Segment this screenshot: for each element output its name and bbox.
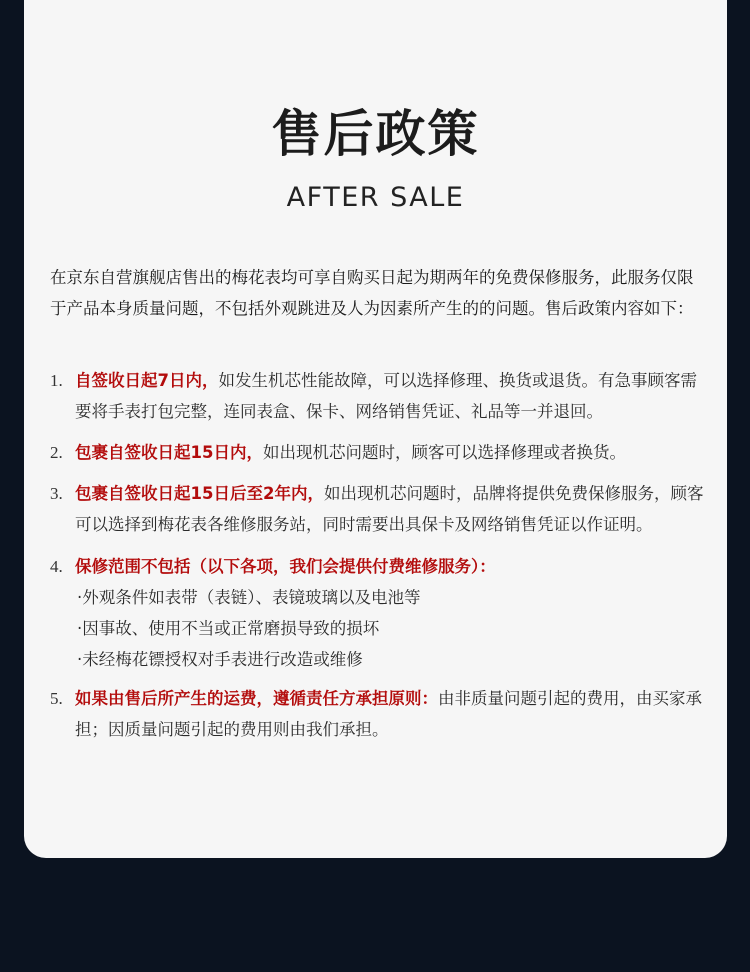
policy-item — [50, 478, 710, 540]
item-number: 4. — [50, 557, 63, 576]
item-number: 1. — [50, 371, 63, 390]
item-body — [75, 437, 710, 468]
policy-item — [50, 437, 710, 468]
intro-paragraph: 在京东自营旗舰店售出的梅花表均可享自购买日起为期两年的免费保修服务，此服务仅限于产品本身质量问题，不包括外观跳进及人为因素所产生的的问题。售后政策内容如下： — [50, 268, 694, 318]
item-text: 如出现机芯问题时，品牌将提供免费保修服务，顾客可以选择到梅花表各维修服务站，同时需要出具保卡及网络销售凭证以作证明。 — [75, 484, 704, 534]
exclusion-line: ·未经梅花镖授权对手表进行改造或维修 — [77, 650, 363, 669]
policy-card — [24, 0, 727, 858]
item-body — [75, 365, 710, 427]
item-highlight: 包裹自签收日起15日后至2年内， — [75, 484, 324, 503]
policy-item — [50, 683, 710, 745]
item-text: 由非质量问题引起的费用，由买家承担；因质量问题引起的费用则由我们承担。 — [75, 689, 702, 739]
item-highlight: 包裹自签收日起15日内， — [75, 443, 263, 462]
item-highlight: 保修范围不包括（以下各项，我们会提供付费维修服务）： — [75, 557, 496, 576]
page-title: 售后政策 — [271, 105, 480, 163]
item-body — [75, 478, 710, 540]
item-text: 如发生机芯性能故障，可以选择修理、换货或退货。有急事顾客需要将手表打包完整，连同表盒、保卡、网络销售凭证、礼品等一并退回。 — [75, 371, 697, 421]
policy-item — [50, 551, 710, 675]
policy-item — [50, 365, 710, 427]
exclusion-line: ·因事故、使用不当或正常磨损导致的损坏 — [77, 619, 380, 638]
item-number: 5. — [50, 689, 63, 708]
item-highlight: 如果由售后所产生的运费，遵循责任方承担原则： — [75, 689, 438, 708]
page-subtitle: AFTER SALE — [286, 182, 465, 213]
item-number: 3. — [50, 484, 63, 503]
item-body — [75, 551, 710, 675]
policy-list — [50, 365, 710, 745]
item-body — [75, 683, 710, 745]
item-text: 如出现机芯问题时，顾客可以选择修理或者换货。 — [262, 443, 626, 462]
item-number: 2. — [50, 443, 63, 462]
exclusion-line: ·外观条件如表带（表链）、表镜玻璃以及电池等 — [77, 588, 421, 607]
item-highlight: 自签收日起7日内， — [75, 371, 219, 390]
